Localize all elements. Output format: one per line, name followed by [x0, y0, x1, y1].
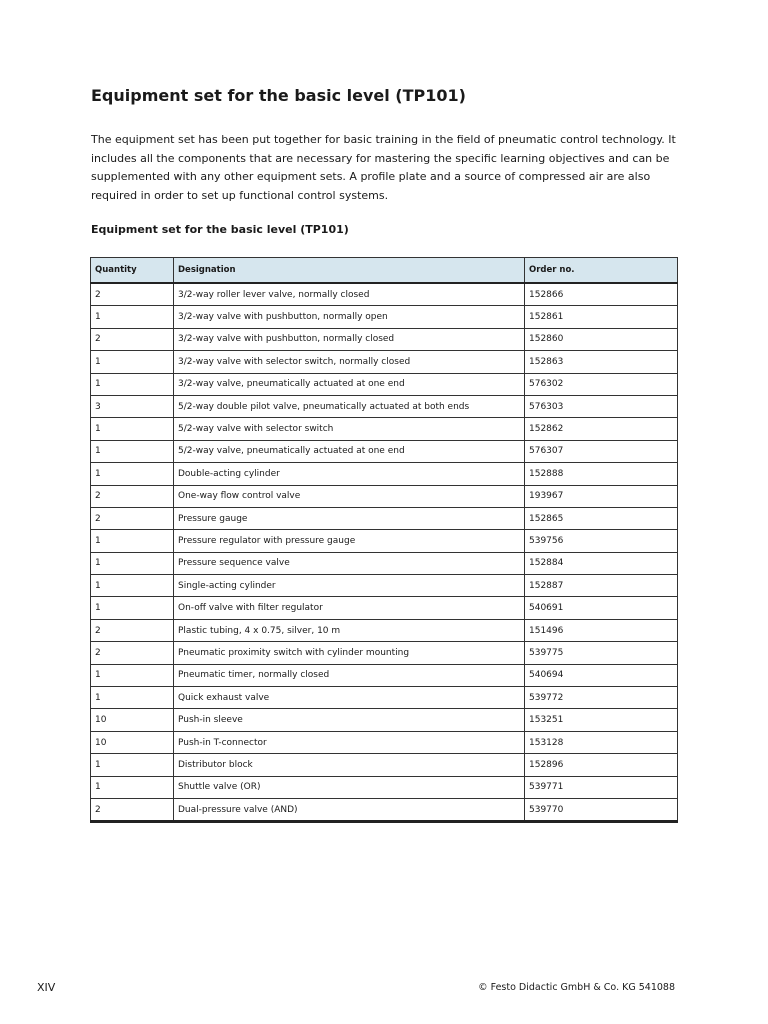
cell-order-no: 152884: [525, 552, 678, 574]
table-row: [91, 776, 678, 798]
cell-order-no: 153251: [525, 709, 678, 731]
cell-order-no: 576307: [525, 440, 678, 462]
cell-designation: 3/2-way valve with pushbutton, normally open: [174, 306, 525, 328]
cell-designation: Pressure sequence valve: [174, 552, 525, 574]
cell-quantity: 1: [91, 418, 174, 440]
cell-quantity: 1: [91, 306, 174, 328]
cell-order-no: 540694: [525, 664, 678, 686]
cell-quantity: 10: [91, 709, 174, 731]
cell-quantity: 2: [91, 507, 174, 529]
cell-order-no: 576303: [525, 395, 678, 417]
table-row: [91, 440, 678, 462]
cell-order-no: 152866: [525, 283, 678, 306]
cell-designation: Single-acting cylinder: [174, 575, 525, 597]
cell-designation: 3/2-way valve, pneumatically actuated at one end: [174, 373, 525, 395]
cell-order-no: 540691: [525, 597, 678, 619]
cell-quantity: 2: [91, 642, 174, 664]
copyright-notice: © Festo Didactic GmbH & Co. KG 541088: [478, 982, 675, 993]
cell-designation: Pressure gauge: [174, 507, 525, 529]
table-row: [91, 731, 678, 753]
table-row: [91, 418, 678, 440]
table-row: [91, 530, 678, 552]
table-row: [91, 664, 678, 686]
cell-designation: Quick exhaust valve: [174, 687, 525, 709]
cell-order-no: 576302: [525, 373, 678, 395]
cell-designation: 3/2-way valve with pushbutton, normally closed: [174, 328, 525, 350]
cell-quantity: 1: [91, 687, 174, 709]
cell-order-no: 151496: [525, 619, 678, 641]
cell-quantity: 1: [91, 463, 174, 485]
table-row: [91, 283, 678, 306]
cell-quantity: 1: [91, 440, 174, 462]
cell-order-no: 152860: [525, 328, 678, 350]
cell-designation: 5/2-way valve with selector switch: [174, 418, 525, 440]
cell-quantity: 1: [91, 552, 174, 574]
table-body: [91, 283, 678, 822]
cell-order-no: 539775: [525, 642, 678, 664]
cell-order-no: 152888: [525, 463, 678, 485]
cell-quantity: 3: [91, 395, 174, 417]
cell-designation: 3/2-way roller lever valve, normally closed: [174, 283, 525, 306]
cell-order-no: 152863: [525, 351, 678, 373]
cell-order-no: 152865: [525, 507, 678, 529]
table-title: Equipment set for the basic level (TP101): [91, 223, 349, 236]
cell-quantity: 2: [91, 798, 174, 821]
cell-designation: Pneumatic timer, normally closed: [174, 664, 525, 686]
cell-quantity: 2: [91, 283, 174, 306]
cell-quantity: 10: [91, 731, 174, 753]
cell-order-no: 152862: [525, 418, 678, 440]
cell-designation: Shuttle valve (OR): [174, 776, 525, 798]
cell-order-no: 539756: [525, 530, 678, 552]
table-row: [91, 552, 678, 574]
cell-quantity: 1: [91, 351, 174, 373]
cell-order-no: 153128: [525, 731, 678, 753]
cell-order-no: 539770: [525, 798, 678, 821]
table-row: [91, 687, 678, 709]
cell-quantity: 1: [91, 776, 174, 798]
table-row: [91, 463, 678, 485]
header-order-no: Order no.: [525, 258, 678, 284]
cell-designation: 5/2-way valve, pneumatically actuated at one end: [174, 440, 525, 462]
header-designation: Designation: [174, 258, 525, 284]
cell-designation: Dual-pressure valve (AND): [174, 798, 525, 821]
cell-designation: On-off valve with filter regulator: [174, 597, 525, 619]
cell-designation: Distributor block: [174, 754, 525, 776]
cell-quantity: 1: [91, 664, 174, 686]
cell-designation: Plastic tubing, 4 x 0.75, silver, 10 m: [174, 619, 525, 641]
cell-order-no: 539771: [525, 776, 678, 798]
cell-quantity: 1: [91, 575, 174, 597]
page-title: Equipment set for the basic level (TP101): [91, 86, 466, 105]
cell-order-no: 152861: [525, 306, 678, 328]
cell-quantity: 1: [91, 530, 174, 552]
header-quantity: Quantity: [91, 258, 174, 284]
table-row: [91, 485, 678, 507]
intro-paragraph: The equipment set has been put together for basic training in the field of pneumatic control technology. It includes all the components that are necessary for mastering the specific learning objectives and can be supplemented with any other equipment sets. A profile plate and a source of compressed air are also required in order to set up functional control systems.: [91, 133, 676, 202]
table-row: [91, 351, 678, 373]
cell-designation: 5/2-way double pilot valve, pneumatically actuated at both ends: [174, 395, 525, 417]
table-row: [91, 306, 678, 328]
cell-designation: Double-acting cylinder: [174, 463, 525, 485]
table-row: [91, 619, 678, 641]
cell-quantity: 1: [91, 597, 174, 619]
cell-designation: 3/2-way valve with selector switch, normally closed: [174, 351, 525, 373]
cell-quantity: 2: [91, 619, 174, 641]
cell-quantity: 2: [91, 328, 174, 350]
cell-designation: Pneumatic proximity switch with cylinder mounting: [174, 642, 525, 664]
table-row: [91, 642, 678, 664]
table-header-row: [91, 258, 678, 284]
equipment-table: [90, 257, 678, 823]
table-row: [91, 575, 678, 597]
cell-designation: Push-in sleeve: [174, 709, 525, 731]
cell-order-no: 152887: [525, 575, 678, 597]
cell-quantity: 2: [91, 485, 174, 507]
cell-order-no: 539772: [525, 687, 678, 709]
cell-designation: One-way flow control valve: [174, 485, 525, 507]
table-row: [91, 709, 678, 731]
cell-quantity: 1: [91, 373, 174, 395]
cell-order-no: 152896: [525, 754, 678, 776]
table-row: [91, 798, 678, 821]
table-row: [91, 754, 678, 776]
table-row: [91, 507, 678, 529]
table-row: [91, 395, 678, 417]
table-row: [91, 373, 678, 395]
cell-order-no: 193967: [525, 485, 678, 507]
cell-designation: Push-in T-connector: [174, 731, 525, 753]
cell-quantity: 1: [91, 754, 174, 776]
table-row: [91, 328, 678, 350]
cell-designation: Pressure regulator with pressure gauge: [174, 530, 525, 552]
page-number: XIV: [37, 981, 56, 994]
table-row: [91, 597, 678, 619]
